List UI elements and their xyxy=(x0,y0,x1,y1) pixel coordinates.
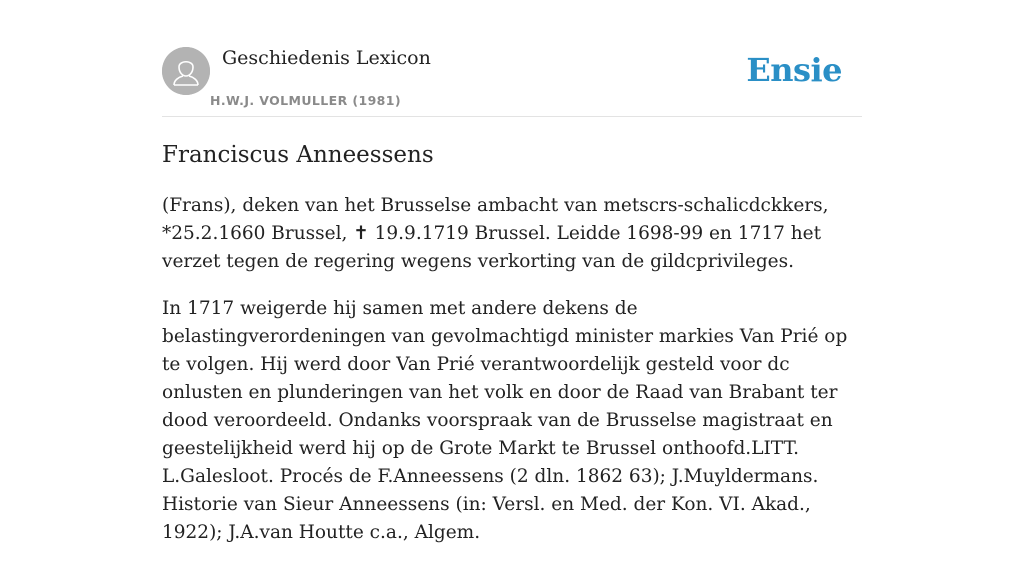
author-byline[interactable]: H.W.J. VOLMULLER (1981) xyxy=(210,93,401,108)
article-paragraph: (Frans), deken van het Brusselse ambacht van metscrs-schalicdckkers, *25.2.1660 Brussel, ✝ 19.9.1719 Brussel. Leidde 1698-99 en 1717 het verzet tegen de regering wegens verkorting van de gildcprivileges. xyxy=(162,195,829,272)
source-title[interactable]: Geschiedenis Lexicon xyxy=(222,47,431,69)
article-title: Franciscus Anneessens xyxy=(162,142,434,168)
page-header xyxy=(162,0,862,117)
user-silhouette-icon[interactable] xyxy=(162,47,210,95)
article-paragraph: In 1717 weigerde hij samen met andere dekens de belastingverordeningen van gevolmachtigd minister markies Van Prié op te volgen. Hij werd door Van Prié verantwoordelijk gesteld voor dc onlusten en plunderingen van het volk en door de Raad van Brabant ter dood veroordeeld. Ondanks voorspraak van de Brusselse magistraat en geestelijkheid werd hij op de Grote Markt te Brussel onthoofd.LITT. L.Galesloot. Procés de F.Anneessens (2 dln. 1862 63); J.Muyldermans. Historie van Sieur Anneessens (in: Versl. en Med. der Kon. VI. Akad., 1922); J.A.van Houtte c.a., Algem. xyxy=(162,298,848,543)
brand-logo[interactable]: Ensie xyxy=(746,51,842,89)
article-body xyxy=(162,192,864,566)
